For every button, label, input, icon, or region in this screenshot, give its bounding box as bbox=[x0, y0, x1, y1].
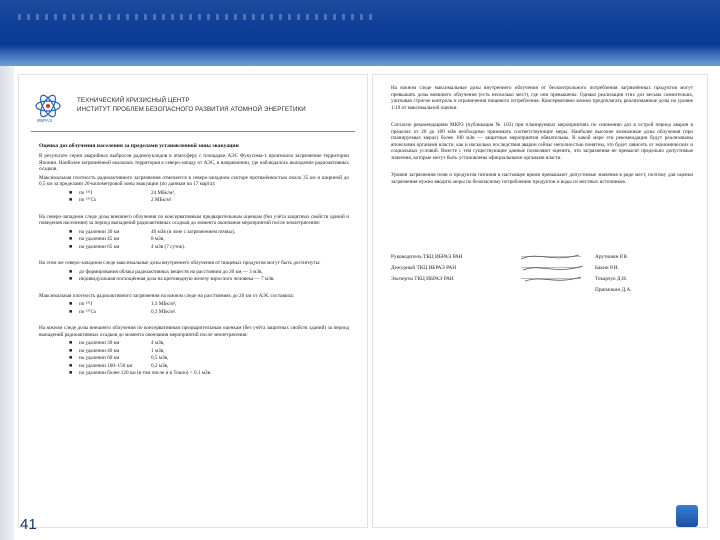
list-item: ■ на удалении 30 км 40 мЗв (в зоне с загрязнением почвы), bbox=[69, 228, 235, 235]
paragraph-1: В результате серии аварийных выбросов радионуклидов в атмосферу с площадки АЭС Фукусима-1 произошло загрязнение территории Японии. Наиболее загрязнённой оказалась территория к северо-западу от АЭС, в направлении, где наблюдалось выпадение радиоактивных осадков. bbox=[39, 153, 349, 172]
document-page-left bbox=[18, 74, 368, 528]
signature-row: Припачкин Д.А. bbox=[595, 286, 632, 293]
list-item: ■ на удалении 30 км 4 мЗв, bbox=[69, 340, 165, 346]
document-page-right bbox=[372, 74, 708, 528]
left-strip bbox=[0, 66, 14, 540]
list-item: ■ на удалении более 120 км (в том числе и в Токио) < 0,1 мЗв. bbox=[69, 370, 212, 376]
paragraph-3: На северо-западном следе дозы внешнего облучения по консервативным предварительным оценкам (без учёта защитных свойств зданий и поведения населения) за период выпадений радиоактивных осадков до момента окончания мероприятий после землетрясения: bbox=[39, 213, 349, 226]
signature-row: Эксперты ТКЦ ИБРАЭ РАН Токарчук Д.Н. bbox=[391, 275, 628, 282]
org-line-1: ТЕХНИЧЕСКИЙ КРИЗИСНЫЙ ЦЕНТР bbox=[77, 97, 190, 104]
ibrae-logo-icon bbox=[33, 93, 67, 123]
paragraph-5: Максимальная плотность радиоактивного загрязнения на южном следе на расстояниях до 20 км от АЭС составила: bbox=[39, 292, 295, 299]
paragraph-6: На южном следе дозы внешнего облучения по консервативным предварительным оценкам (без учёта защитных свойств зданий) за период выпадений радиоактивных осадков до момента окончания мероприятий после землетрясения: bbox=[39, 325, 349, 338]
document-header bbox=[33, 89, 351, 127]
signature-row: Дежурный ТКЦ ИБРАЭ РАН Бакин Р.И. bbox=[391, 264, 619, 271]
org-name bbox=[77, 97, 306, 114]
list-item: ■ на удалении 45 км 8 мЗв, bbox=[69, 236, 165, 242]
list-item: ■ по ¹³¹I 24 МБк/м², bbox=[69, 189, 176, 196]
paragraph-4: На этом же северо-западном следе максимальные дозы внутреннего облучения от пищевых продуктов могут быть достигнуты: bbox=[39, 260, 321, 266]
signature-scribbles-icon bbox=[519, 251, 589, 295]
document-title: Оценка доз облучения населения за пределами установленной зоны эвакуации bbox=[39, 143, 239, 149]
slide-number: 41 bbox=[20, 516, 37, 533]
bottom-accent-square bbox=[676, 505, 698, 527]
list-item: ■ по ¹³⁷Cs 2 МБк/м². bbox=[69, 197, 173, 203]
list-item: ■ до формирования облака радиоактивных веществ на расстоянии до 20 км — 3 мЗв, bbox=[69, 268, 263, 275]
logo-text: ИБРАЭ bbox=[37, 118, 53, 123]
paragraph-2: Максимальная плотность радиоактивного загрязнения отмечается в северо-западном секторе протяжённостью около 35 км и шириной до 0,5 км за пределами 20-километровой зоны эвакуации (по данным на 17 марта): bbox=[39, 174, 349, 187]
signature-row: Руководитель ТКЦ ИБРАЭ РАН Арутюнян Р.В. bbox=[391, 253, 629, 260]
list-item: ■ на удалении 60 км 0,5 мЗв, bbox=[69, 355, 169, 361]
list-item: ■ на удалении 40 км 1 мЗв, bbox=[69, 347, 165, 354]
paragraph-r3: Уровни загрязнения почв и продуктов питания в настоящее время превышают допустимые значения в ряде мест, поэтому для оценки загрязнения нужно вводить меры по безопасному потреблению продуктов и воды из местных источников. bbox=[391, 172, 693, 185]
header-rule bbox=[31, 131, 355, 132]
list-item: ■ на удалении 65 км 4 мЗв (7 суток). bbox=[69, 243, 186, 250]
right-body bbox=[391, 85, 693, 187]
decorative-dots bbox=[18, 14, 378, 20]
list-item: ■ по ¹³¹I 1,3 МБк/м², bbox=[69, 301, 177, 307]
list-item: ■ индивидуальная поглощённая доза на щитовидную железу взрослого человека — 7 мЗв. bbox=[69, 276, 275, 282]
paragraph-r2: Согласно рекомендациям МКРЗ (публикация № 103) при планируемых мероприятиях по снижению доз в острой период аварии в пределах от 20 до 100 мЗв необходимо принимать соответствующие меры. Наиболее высокие возможные дозы облучения (при планируемых мерах) более 100 мЗв — защитные мероприятия обязательны. В какой мере эти рекомендации будут реализованы японскими органами власти, как и насколько последствия аварии сейчас неполностью понятны, это будет зависеть от экономических и социальных условий. Вместе с тем существующие данные позволяют оценить, что загрязнения не превысят предельно допустимые значения, которые могут быть установлены официальными органами власти. bbox=[391, 122, 693, 161]
title-bar bbox=[0, 0, 720, 66]
list-item: ■ по ¹³⁷Cs 0,3 МБк/м². bbox=[69, 308, 177, 315]
signature-block bbox=[391, 251, 693, 301]
paragraph-r1: На южном следе максимальные дозы внутреннего облучения от бесконтрольного потребления загрязнённых продуктов могут превышать дозы внешнего облучения (есть несколько мест), где они превышены. Однако реализация этих доз весьма сомнительна, учитывая строгие контроль и ограничения пищевого потребления. Консервативно можно предполагать реализованные дозы на уровне 1/10 от максимальной оценки. bbox=[391, 85, 693, 111]
left-body bbox=[39, 137, 349, 378]
list-item: ■ на удалении 100–150 км 0,2 мЗв, bbox=[69, 362, 169, 369]
bar-highlight bbox=[0, 44, 720, 66]
org-line-2: ИНСТИТУТ ПРОБЛЕМ БЕЗОПАСНОГО РАЗВИТИЯ АТОМНОЙ ЭНЕРГЕТИКИ bbox=[77, 105, 306, 113]
